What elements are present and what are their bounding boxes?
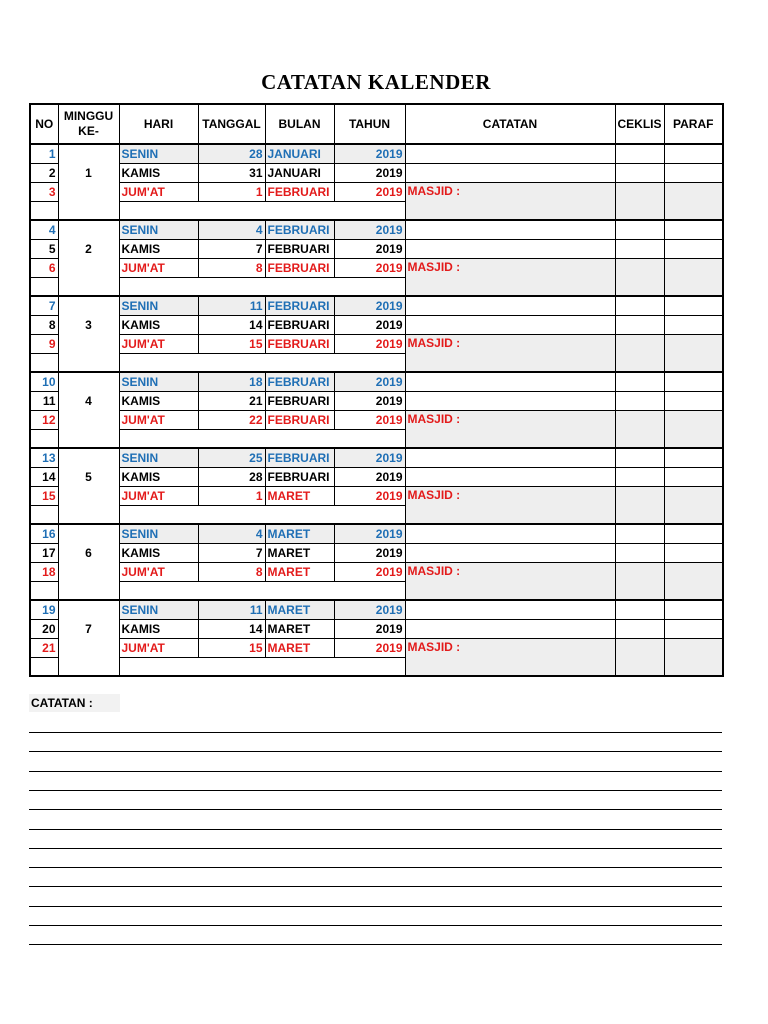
- row-no: 11: [30, 392, 58, 411]
- note-line: [29, 944, 722, 945]
- row-no: 1: [30, 144, 58, 164]
- row-ceklis: [615, 183, 664, 221]
- row-hari: SENIN: [119, 524, 198, 544]
- row-paraf: [664, 487, 723, 525]
- row-catatan: [405, 316, 615, 335]
- row-no: 2: [30, 164, 58, 183]
- row-ceklis: [615, 144, 664, 164]
- row-ceklis: [615, 372, 664, 392]
- row-tanggal: 7: [198, 544, 265, 563]
- row-hari: SENIN: [119, 372, 198, 392]
- row-no: 10: [30, 372, 58, 392]
- row-ceklis: [615, 639, 664, 677]
- row-ceklis: [615, 600, 664, 620]
- row-catatan: MASJID :: [405, 639, 615, 677]
- spacer-cell: [30, 202, 58, 221]
- row-bulan: FEBRUARI: [265, 372, 334, 392]
- spacer-cell: [119, 278, 405, 297]
- week-number: 3: [58, 296, 119, 372]
- row-no: 3: [30, 183, 58, 202]
- row-paraf: [664, 411, 723, 449]
- row-bulan: MARET: [265, 563, 334, 582]
- row-tanggal: 8: [198, 259, 265, 278]
- row-tanggal: 11: [198, 296, 265, 316]
- row-paraf: [664, 544, 723, 563]
- row-tahun: 2019: [334, 392, 405, 411]
- row-ceklis: [615, 240, 664, 259]
- header-no: NO: [30, 104, 58, 144]
- row-bulan: FEBRUARI: [265, 240, 334, 259]
- row-catatan: [405, 372, 615, 392]
- table-row: [30, 639, 723, 658]
- header-row: [30, 104, 723, 144]
- row-ceklis: [615, 296, 664, 316]
- table-row: [30, 220, 723, 240]
- week-number: 5: [58, 448, 119, 524]
- row-no: 12: [30, 411, 58, 430]
- row-bulan: FEBRUARI: [265, 392, 334, 411]
- table-row: [30, 335, 723, 354]
- row-bulan: FEBRUARI: [265, 468, 334, 487]
- row-hari: SENIN: [119, 220, 198, 240]
- row-paraf: [664, 563, 723, 601]
- row-catatan: [405, 524, 615, 544]
- spacer-cell: [30, 278, 58, 297]
- row-catatan: MASJID :: [405, 411, 615, 449]
- row-catatan: [405, 164, 615, 183]
- row-tahun: 2019: [334, 448, 405, 468]
- row-hari: JUM'AT: [119, 487, 198, 506]
- week-number: 4: [58, 372, 119, 448]
- row-paraf: [664, 164, 723, 183]
- table-row: [30, 240, 723, 259]
- row-hari: JUM'AT: [119, 639, 198, 658]
- week-number: 7: [58, 600, 119, 676]
- row-bulan: MARET: [265, 639, 334, 658]
- row-bulan: FEBRUARI: [265, 335, 334, 354]
- row-bulan: FEBRUARI: [265, 316, 334, 335]
- table-row: [30, 620, 723, 639]
- row-tahun: 2019: [334, 372, 405, 392]
- spacer-cell: [30, 658, 58, 677]
- row-ceklis: [615, 620, 664, 639]
- row-paraf: [664, 392, 723, 411]
- row-catatan: [405, 620, 615, 639]
- row-no: 20: [30, 620, 58, 639]
- table-row: [30, 544, 723, 563]
- table-row: [30, 259, 723, 278]
- row-ceklis: [615, 411, 664, 449]
- row-tanggal: 14: [198, 620, 265, 639]
- header-bulan: BULAN: [265, 104, 334, 144]
- row-hari: KAMIS: [119, 620, 198, 639]
- row-tanggal: 22: [198, 411, 265, 430]
- spacer-cell: [119, 202, 405, 221]
- row-tanggal: 15: [198, 639, 265, 658]
- row-tanggal: 18: [198, 372, 265, 392]
- note-line: [29, 925, 722, 926]
- row-paraf: [664, 639, 723, 677]
- row-bulan: MARET: [265, 524, 334, 544]
- row-paraf: [664, 296, 723, 316]
- row-tanggal: 31: [198, 164, 265, 183]
- row-paraf: [664, 468, 723, 487]
- row-no: 18: [30, 563, 58, 582]
- note-line: [29, 732, 722, 733]
- row-hari: KAMIS: [119, 240, 198, 259]
- table-row: [30, 372, 723, 392]
- row-catatan: [405, 144, 615, 164]
- row-tahun: 2019: [334, 639, 405, 658]
- row-tanggal: 28: [198, 144, 265, 164]
- spacer-cell: [30, 354, 58, 373]
- row-bulan: FEBRUARI: [265, 411, 334, 430]
- row-paraf: [664, 240, 723, 259]
- row-catatan: [405, 296, 615, 316]
- header-minggu: MINGGU KE-: [58, 104, 119, 144]
- week-number: 1: [58, 144, 119, 220]
- notes-label: CATATAN :: [29, 694, 120, 712]
- note-line: [29, 906, 722, 907]
- row-hari: SENIN: [119, 296, 198, 316]
- row-ceklis: [615, 487, 664, 525]
- row-ceklis: [615, 392, 664, 411]
- row-bulan: FEBRUARI: [265, 220, 334, 240]
- row-hari: SENIN: [119, 144, 198, 164]
- row-tahun: 2019: [334, 544, 405, 563]
- table-row: [30, 164, 723, 183]
- row-catatan: [405, 240, 615, 259]
- row-ceklis: [615, 164, 664, 183]
- row-bulan: FEBRUARI: [265, 448, 334, 468]
- row-catatan: MASJID :: [405, 259, 615, 297]
- row-hari: KAMIS: [119, 392, 198, 411]
- note-line: [29, 886, 722, 887]
- row-bulan: JANUARI: [265, 164, 334, 183]
- row-tahun: 2019: [334, 487, 405, 506]
- spacer-cell: [119, 354, 405, 373]
- table-row: [30, 183, 723, 202]
- row-tanggal: 11: [198, 600, 265, 620]
- row-no: 14: [30, 468, 58, 487]
- note-line: [29, 809, 722, 810]
- spacer-cell: [30, 430, 58, 449]
- row-tanggal: 28: [198, 468, 265, 487]
- row-no: 4: [30, 220, 58, 240]
- spacer-cell: [119, 506, 405, 525]
- row-tanggal: 1: [198, 183, 265, 202]
- row-paraf: [664, 448, 723, 468]
- header-ceklis: CEKLIS: [615, 104, 664, 144]
- row-paraf: [664, 220, 723, 240]
- row-catatan: [405, 448, 615, 468]
- row-ceklis: [615, 448, 664, 468]
- row-paraf: [664, 524, 723, 544]
- row-tahun: 2019: [334, 468, 405, 487]
- page-title: CATATAN KALENDER: [261, 70, 491, 94]
- row-tahun: 2019: [334, 240, 405, 259]
- row-hari: JUM'AT: [119, 183, 198, 202]
- row-catatan: MASJID :: [405, 563, 615, 601]
- table-row: [30, 144, 723, 164]
- note-line: [29, 829, 722, 830]
- table-row: [30, 600, 723, 620]
- table-row: [30, 448, 723, 468]
- note-line: [29, 848, 722, 849]
- note-line: [29, 867, 722, 868]
- row-bulan: MARET: [265, 544, 334, 563]
- row-paraf: [664, 144, 723, 164]
- row-tahun: 2019: [334, 220, 405, 240]
- table-row: [30, 487, 723, 506]
- row-no: 13: [30, 448, 58, 468]
- row-hari: KAMIS: [119, 544, 198, 563]
- row-catatan: MASJID :: [405, 487, 615, 525]
- table-row: [30, 524, 723, 544]
- row-hari: JUM'AT: [119, 411, 198, 430]
- header-paraf: PARAF: [664, 104, 723, 144]
- row-tanggal: 15: [198, 335, 265, 354]
- row-no: 21: [30, 639, 58, 658]
- row-paraf: [664, 183, 723, 221]
- row-ceklis: [615, 259, 664, 297]
- row-bulan: MARET: [265, 620, 334, 639]
- week-number: 2: [58, 220, 119, 296]
- row-hari: SENIN: [119, 448, 198, 468]
- row-catatan: MASJID :: [405, 183, 615, 221]
- spacer-cell: [30, 582, 58, 601]
- table-row: [30, 411, 723, 430]
- row-ceklis: [615, 544, 664, 563]
- row-hari: KAMIS: [119, 468, 198, 487]
- row-tanggal: 8: [198, 563, 265, 582]
- row-tahun: 2019: [334, 183, 405, 202]
- row-hari: JUM'AT: [119, 563, 198, 582]
- row-no: 7: [30, 296, 58, 316]
- row-ceklis: [615, 316, 664, 335]
- row-bulan: JANUARI: [265, 144, 334, 164]
- note-line: [29, 751, 722, 752]
- row-no: 17: [30, 544, 58, 563]
- row-catatan: [405, 392, 615, 411]
- row-catatan: MASJID :: [405, 335, 615, 373]
- row-tanggal: 1: [198, 487, 265, 506]
- row-hari: KAMIS: [119, 316, 198, 335]
- header-tahun: TAHUN: [334, 104, 405, 144]
- row-catatan: [405, 544, 615, 563]
- spacer-cell: [30, 506, 58, 525]
- row-tahun: 2019: [334, 164, 405, 183]
- row-tahun: 2019: [334, 296, 405, 316]
- table-row: [30, 563, 723, 582]
- row-no: 15: [30, 487, 58, 506]
- row-no: 5: [30, 240, 58, 259]
- table-row: [30, 468, 723, 487]
- row-no: 8: [30, 316, 58, 335]
- row-paraf: [664, 259, 723, 297]
- row-tahun: 2019: [334, 411, 405, 430]
- row-tanggal: 7: [198, 240, 265, 259]
- row-ceklis: [615, 468, 664, 487]
- row-tanggal: 4: [198, 220, 265, 240]
- spacer-cell: [119, 430, 405, 449]
- row-bulan: MARET: [265, 487, 334, 506]
- spacer-cell: [119, 582, 405, 601]
- row-tanggal: 14: [198, 316, 265, 335]
- calendar-table: [29, 103, 724, 677]
- row-no: 19: [30, 600, 58, 620]
- header-hari: HARI: [119, 104, 198, 144]
- row-no: 16: [30, 524, 58, 544]
- row-catatan: [405, 468, 615, 487]
- row-bulan: MARET: [265, 600, 334, 620]
- row-ceklis: [615, 220, 664, 240]
- table-row: [30, 296, 723, 316]
- row-no: 6: [30, 259, 58, 278]
- row-tahun: 2019: [334, 316, 405, 335]
- table-row: [30, 392, 723, 411]
- row-bulan: FEBRUARI: [265, 259, 334, 278]
- row-hari: SENIN: [119, 600, 198, 620]
- row-no: 9: [30, 335, 58, 354]
- row-paraf: [664, 372, 723, 392]
- row-tanggal: 25: [198, 448, 265, 468]
- row-hari: KAMIS: [119, 164, 198, 183]
- row-ceklis: [615, 335, 664, 373]
- row-ceklis: [615, 563, 664, 601]
- spacer-cell: [119, 658, 405, 677]
- row-tahun: 2019: [334, 144, 405, 164]
- row-paraf: [664, 316, 723, 335]
- header-tanggal: TANGGAL: [198, 104, 265, 144]
- row-tanggal: 21: [198, 392, 265, 411]
- row-tahun: 2019: [334, 563, 405, 582]
- row-tanggal: 4: [198, 524, 265, 544]
- header-catatan: CATATAN: [405, 104, 615, 144]
- row-tahun: 2019: [334, 259, 405, 278]
- row-ceklis: [615, 524, 664, 544]
- note-line: [29, 790, 722, 791]
- row-catatan: [405, 600, 615, 620]
- row-paraf: [664, 600, 723, 620]
- row-hari: JUM'AT: [119, 259, 198, 278]
- note-line: [29, 771, 722, 772]
- row-catatan: [405, 220, 615, 240]
- row-hari: JUM'AT: [119, 335, 198, 354]
- table-row: [30, 316, 723, 335]
- row-tahun: 2019: [334, 524, 405, 544]
- row-bulan: FEBRUARI: [265, 183, 334, 202]
- row-tahun: 2019: [334, 620, 405, 639]
- row-paraf: [664, 620, 723, 639]
- row-tahun: 2019: [334, 335, 405, 354]
- row-tahun: 2019: [334, 600, 405, 620]
- row-paraf: [664, 335, 723, 373]
- week-number: 6: [58, 524, 119, 600]
- row-bulan: FEBRUARI: [265, 296, 334, 316]
